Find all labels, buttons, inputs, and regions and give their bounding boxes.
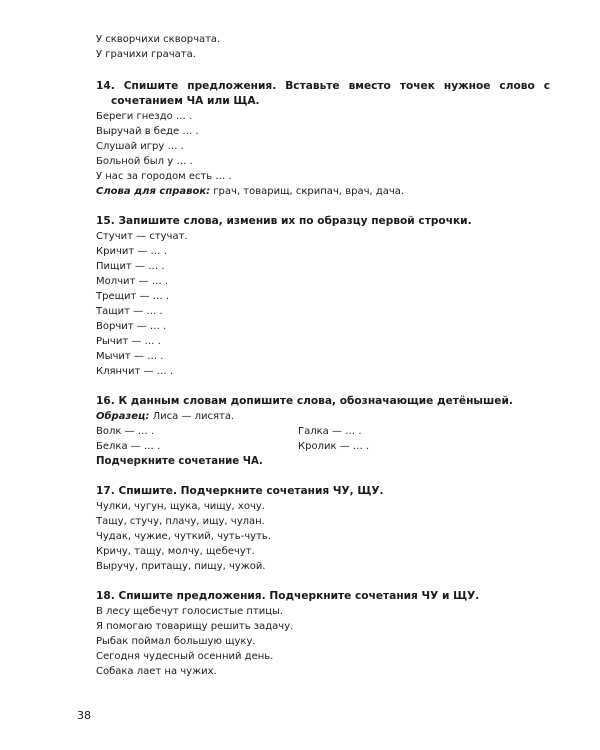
sample-text: Лиса — лисята. xyxy=(149,411,235,422)
task-15-line: Тащит — … . xyxy=(96,306,163,317)
task-16-footer: Подчеркните сочетание ЧА. xyxy=(96,456,263,467)
task-16-pairs-row xyxy=(96,424,556,439)
task-15-line: Мычит — … . xyxy=(96,351,164,362)
task-17-line: Чудак, чужие, чуткий, чуть-чуть. xyxy=(96,531,271,542)
task-14-reference xyxy=(96,184,556,199)
task-15-line: Клянчит — … . xyxy=(96,366,173,377)
task-18-title: 18. Спишите предложения. Подчеркните сочетания ЧУ и ЩУ. xyxy=(96,590,480,602)
task-14-line: Береги гнездо … . xyxy=(96,111,193,122)
task-17-line: Чулки, чугун, щука, чищу, хочу. xyxy=(96,501,265,512)
task-14-line: У нас за городом есть … . xyxy=(96,171,232,182)
task-15-line: Рычит — … . xyxy=(96,336,161,347)
task-14-line: Выручай в беде … . xyxy=(96,126,199,137)
task-17-line: Тащу, стучу, плачу, ищу, чулан. xyxy=(96,516,265,527)
task-16-right-item: Кролик — … . xyxy=(298,441,370,452)
task-16-left-item: Белка — … . xyxy=(96,441,161,452)
task-15-line: Трещит — … . xyxy=(96,291,170,302)
task-17-line: Выручу, притащу, пищу, чужой. xyxy=(96,561,266,572)
task-18-line: Собака лает на чужих. xyxy=(96,666,217,677)
task-17-title: 17. Спишите. Подчеркните сочетания ЧУ, ЩУ. xyxy=(96,485,384,497)
task-14-line: Слушай игру … . xyxy=(96,141,184,152)
task-18-line: Рыбак поймал большую щуку. xyxy=(96,636,256,647)
reference-label: Слова для справок: xyxy=(96,186,211,197)
task-15-line: Стучит — стучат. xyxy=(96,231,188,242)
task-16-title: 16. К данным словам допишите слова, обозначающие детёнышей. xyxy=(96,395,513,407)
page-number: 38 xyxy=(77,709,91,722)
intro-line: У грачихи грачата. xyxy=(96,49,196,60)
task-14-line: Больной был у … . xyxy=(96,156,193,167)
task-16-sample xyxy=(96,409,556,424)
task-17-line: Кричу, тащу, молчу, щебечут. xyxy=(96,546,255,557)
task-15-title: 15. Запишите слова, изменив их по образцу первой строчки. xyxy=(96,215,472,227)
page-content xyxy=(96,32,556,679)
task-15-line: Молчит — … . xyxy=(96,276,169,287)
task-15-line: Кричит — … . xyxy=(96,246,167,257)
task-18-line: В лесу щебечут голосистые птицы. xyxy=(96,606,284,617)
task-15-line: Ворчит — … . xyxy=(96,321,167,332)
task-14-title: 14. Спишите предложения. Вставьте вместо точек нужное слово с сочетанием ЧА или ЩА. xyxy=(96,80,550,107)
sample-label: Образец: xyxy=(96,411,150,422)
task-16-pairs-row xyxy=(96,439,556,454)
task-16-right-item: Галка — … . xyxy=(298,426,362,437)
task-15-line: Пищит — … . xyxy=(96,261,165,272)
task-18-line: Сегодня чудесный осенний день. xyxy=(96,651,274,662)
reference-words: грач, товарищ, скрипач, врач, дача. xyxy=(210,186,405,197)
task-16-left-item: Волк — … . xyxy=(96,426,155,437)
intro-line: У скворчихи скворчата. xyxy=(96,34,221,45)
task-18-line: Я помогаю товарищу решить задачу. xyxy=(96,621,294,632)
